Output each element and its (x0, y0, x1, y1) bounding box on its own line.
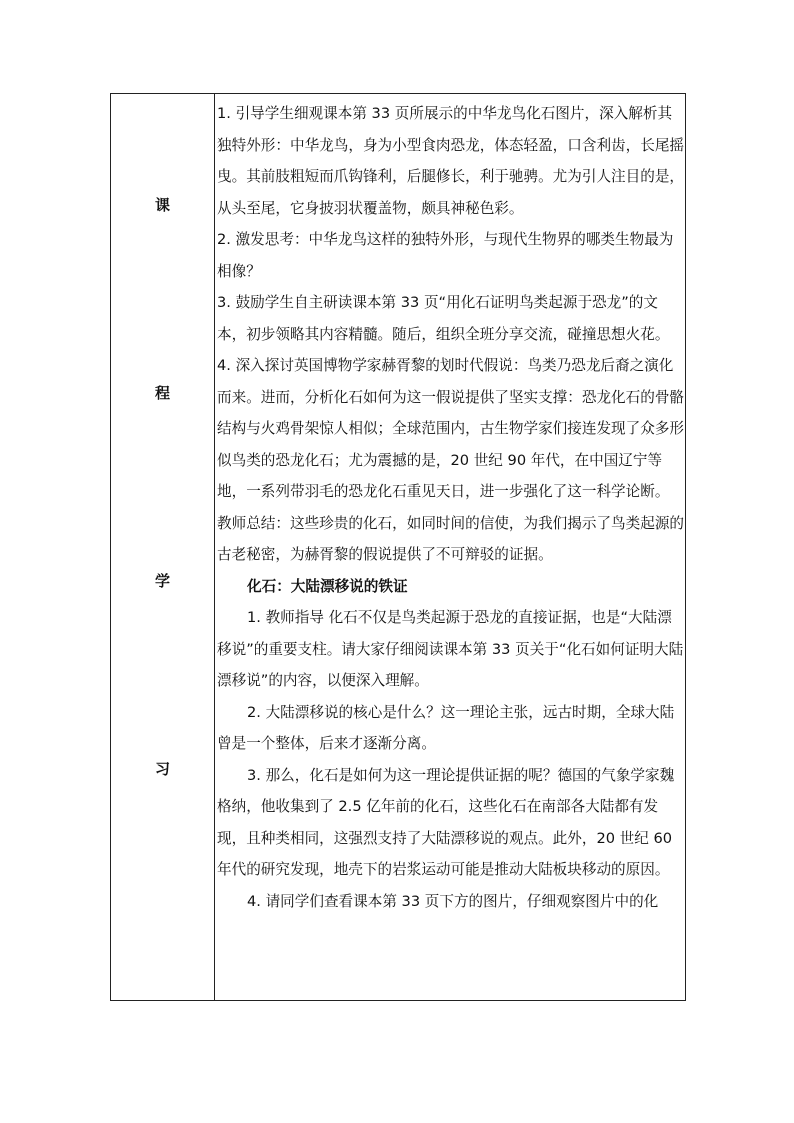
side-label-xue: 学 (154, 572, 170, 590)
step-paragraph: 2. 大陆漂移说的核心是什么？这一理论主张，远古时期，全球大陆曾是一个整体，后来才逐渐分离。 (217, 703, 675, 752)
step-paragraph: 1. 教师指导 化石不仅是鸟类起源于恐龙的直接证据，也是“大陆漂移说”的重要支柱。请大家仔细阅读课本第 33 页关于“化石如何证明大陆漂移说”的内容，以便深入理解。 (217, 609, 684, 689)
step-paragraph: 1. 引导学生细观课本第 33 页所展示的中华龙鸟化石图片，深入解析其独特外形：中华龙鸟，身为小型食肉恐龙，体态轻盈，口含利齿，长尾摇曳。其前肢粗短而爪钩锋利，后腿修长，利于驰骋。尤为引人注目的是，从头至尾，它身披羽状覆盖物，颇具神秘色彩。 (217, 105, 685, 217)
section-heading: 化石：大陆漂移说的铁证 (247, 577, 408, 595)
lesson-table (110, 93, 686, 1001)
side-label-cheng: 程 (154, 384, 170, 402)
side-label-xi: 习 (154, 760, 170, 778)
lesson-content (217, 98, 685, 917)
step-paragraph: 3. 鼓励学生自主研读课本第 33 页“用化石证明鸟类起源于恐龙”的文本，初步领略其内容精髓。随后，组织全班分享交流，碰撞思想火花。 (217, 294, 670, 343)
step-paragraph: 2. 激发思考：中华龙鸟这样的独特外形，与现代生物界的哪类生物最为相像？ (217, 231, 674, 280)
step-paragraph: 4. 请同学们查看课本第 33 页下方的图片，仔细观察图片中的化 (247, 892, 659, 910)
column-divider (214, 94, 215, 1000)
teacher-summary: 教师总结：这些珍贵的化石，如同时间的信使，为我们揭示了鸟类起源的古老秘密，为赫胥黎的假说提供了不可辩驳的证据。 (217, 514, 685, 563)
step-paragraph: 3. 那么，化石是如何为这一理论提供证据的呢？德国的气象学家魏格纳，他收集到了 2.5 亿年前的化石，这些化石在南部各大陆都有发现，且种类相同，这强烈支持了大陆漂移说的观点。此外，20 世纪 60 年代的研究发现，地壳下的岩浆运动可能是推动大陆板块移动的原因。 (217, 766, 675, 878)
side-label-ke: 课 (154, 196, 170, 214)
step-paragraph: 4. 深入探讨英国博物学家赫胥黎的划时代假说：鸟类乃恐龙后裔之演化而来。进而，分析化石如何为这一假说提供了坚实支撑：恐龙化石的骨骼结构与火鸡骨架惊人相似；全球范围内，古生物学家们接连发现了众多形似鸟类的恐龙化石；尤为震撼的是，20 世纪 90 年代，在中国辽宁等地，一系列带羽毛的恐龙化石重见天日，进一步强化了这一科学论断。 (217, 357, 685, 500)
